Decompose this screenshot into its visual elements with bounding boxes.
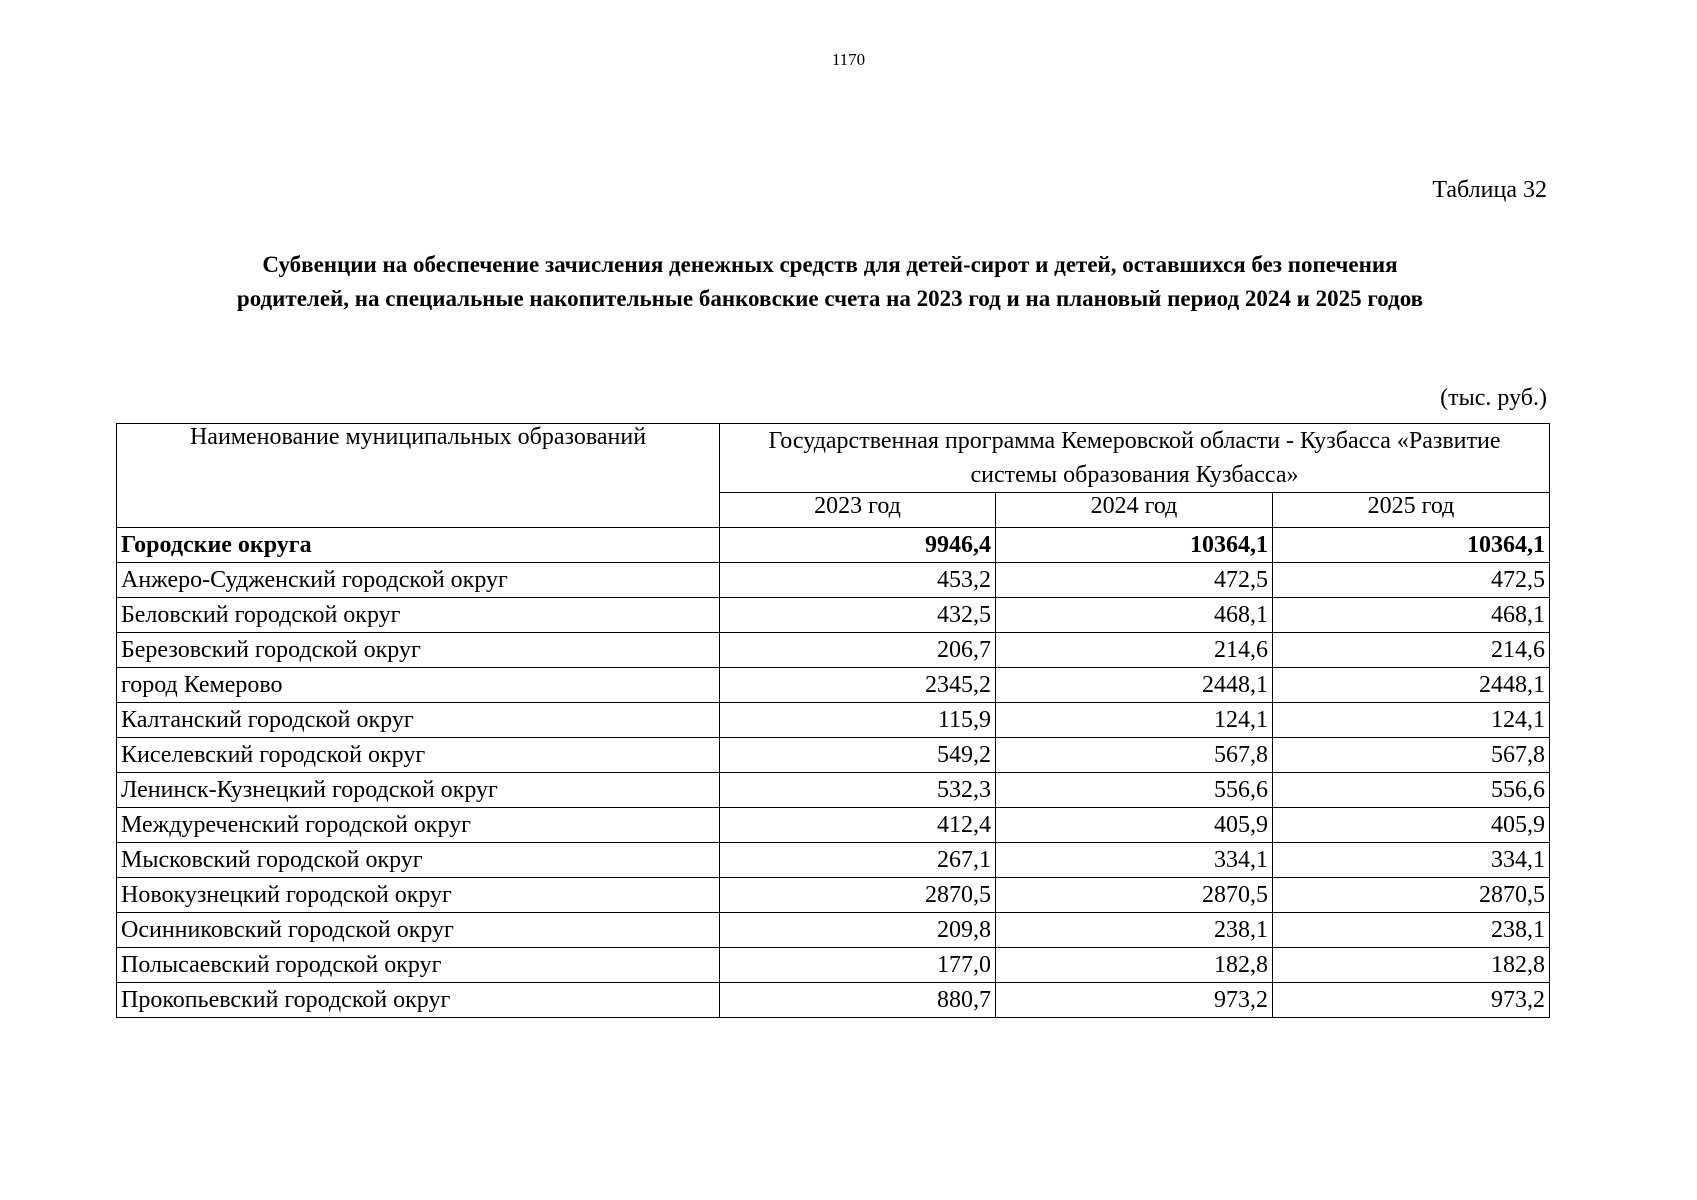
value-2025-cell: 238,1: [1273, 913, 1550, 948]
value-2023-cell: 206,7: [720, 633, 996, 668]
header-year-2024: 2024 год: [996, 493, 1273, 528]
value-2023-cell: 432,5: [720, 598, 996, 633]
value-2024-cell: 124,1: [996, 703, 1273, 738]
municipality-name-cell: Полысаевский городской округ: [117, 948, 720, 983]
subsidies-table: [116, 423, 1550, 1018]
municipality-name-cell: Осинниковский городской округ: [117, 913, 720, 948]
value-2024-cell: 405,9: [996, 808, 1273, 843]
table-row: [117, 773, 1550, 808]
header-year-2023: 2023 год: [720, 493, 996, 528]
header-year-2025: 2025 год: [1273, 493, 1550, 528]
table-header-row: [117, 424, 1550, 493]
municipality-name-cell: Березовский городской округ: [117, 633, 720, 668]
value-2024-cell: 2870,5: [996, 878, 1273, 913]
value-2025-cell: 468,1: [1273, 598, 1550, 633]
value-2024-cell: 973,2: [996, 983, 1273, 1018]
table-total-row: [117, 528, 1550, 563]
value-2023-cell: 209,8: [720, 913, 996, 948]
table-row: [117, 738, 1550, 773]
table-row: [117, 598, 1550, 633]
table-row: [117, 703, 1550, 738]
header-state-program: Государственная программа Кемеровской области - Кузбасса «Развитие системы образования Кузбасса»: [720, 424, 1550, 493]
value-2024-cell: 238,1: [996, 913, 1273, 948]
value-2025-cell: 2870,5: [1273, 878, 1550, 913]
value-2025-cell: 214,6: [1273, 633, 1550, 668]
value-2023-cell: 549,2: [720, 738, 996, 773]
title-line-1: Субвенции на обеспечение зачисления денежных средств для детей-сирот и детей, оставшихся без попечения: [262, 252, 1398, 277]
municipality-name-cell: Беловский городской округ: [117, 598, 720, 633]
value-2025-cell: 182,8: [1273, 948, 1550, 983]
table-row: [117, 808, 1550, 843]
municipality-name-cell: город Кемерово: [117, 668, 720, 703]
header-municipality-name: Наименование муниципальных образований: [117, 424, 720, 528]
value-2024-cell: 468,1: [996, 598, 1273, 633]
value-2024-cell: 472,5: [996, 563, 1273, 598]
value-2025-cell: 405,9: [1273, 808, 1550, 843]
municipality-name-cell: Киселевский городской округ: [117, 738, 720, 773]
value-2025-cell: 567,8: [1273, 738, 1550, 773]
table-row: [117, 983, 1550, 1018]
value-2023-cell: 412,4: [720, 808, 996, 843]
municipality-name-cell: Новокузнецкий городской округ: [117, 878, 720, 913]
municipality-name-cell: Мысковский городской округ: [117, 843, 720, 878]
value-2025-cell: 973,2: [1273, 983, 1550, 1018]
municipality-name-cell: Городские округа: [117, 528, 720, 563]
value-2024-cell: 334,1: [996, 843, 1273, 878]
value-2023-cell: 177,0: [720, 948, 996, 983]
table-row: [117, 878, 1550, 913]
municipality-name-cell: Калтанский городской округ: [117, 703, 720, 738]
value-2023-cell: 115,9: [720, 703, 996, 738]
document-title: [120, 248, 1540, 316]
value-2023-cell: 267,1: [720, 843, 996, 878]
value-2025-cell: 334,1: [1273, 843, 1550, 878]
table-row: [117, 948, 1550, 983]
title-line-2: родителей, на специальные накопительные банковские счета на 2023 год и на плановый период 2024 и 2025 годов: [236, 286, 1424, 311]
value-2023-cell: 880,7: [720, 983, 996, 1018]
municipality-name-cell: Междуреченский городской округ: [117, 808, 720, 843]
value-2024-cell: 10364,1: [996, 528, 1273, 563]
units-label: (тыс. руб.): [1440, 385, 1547, 411]
municipality-name-cell: Прокопьевский городской округ: [117, 983, 720, 1018]
municipality-name-cell: Ленинск-Кузнецкий городской округ: [117, 773, 720, 808]
value-2025-cell: 2448,1: [1273, 668, 1550, 703]
page-number: 1170: [831, 50, 866, 69]
table-number: Таблица 32: [1432, 177, 1547, 203]
value-2024-cell: 2448,1: [996, 668, 1273, 703]
municipality-name-cell: Анжеро-Судженский городской округ: [117, 563, 720, 598]
table-row: [117, 843, 1550, 878]
value-2025-cell: 10364,1: [1273, 528, 1550, 563]
value-2025-cell: 472,5: [1273, 563, 1550, 598]
value-2023-cell: 9946,4: [720, 528, 996, 563]
value-2025-cell: 124,1: [1273, 703, 1550, 738]
table-row: [117, 563, 1550, 598]
value-2024-cell: 556,6: [996, 773, 1273, 808]
table-body: [117, 528, 1550, 1018]
value-2024-cell: 567,8: [996, 738, 1273, 773]
table-row: [117, 633, 1550, 668]
table-row: [117, 913, 1550, 948]
value-2024-cell: 214,6: [996, 633, 1273, 668]
value-2023-cell: 2870,5: [720, 878, 996, 913]
value-2023-cell: 532,3: [720, 773, 996, 808]
table-row: [117, 668, 1550, 703]
value-2023-cell: 2345,2: [720, 668, 996, 703]
value-2023-cell: 453,2: [720, 563, 996, 598]
value-2024-cell: 182,8: [996, 948, 1273, 983]
value-2025-cell: 556,6: [1273, 773, 1550, 808]
